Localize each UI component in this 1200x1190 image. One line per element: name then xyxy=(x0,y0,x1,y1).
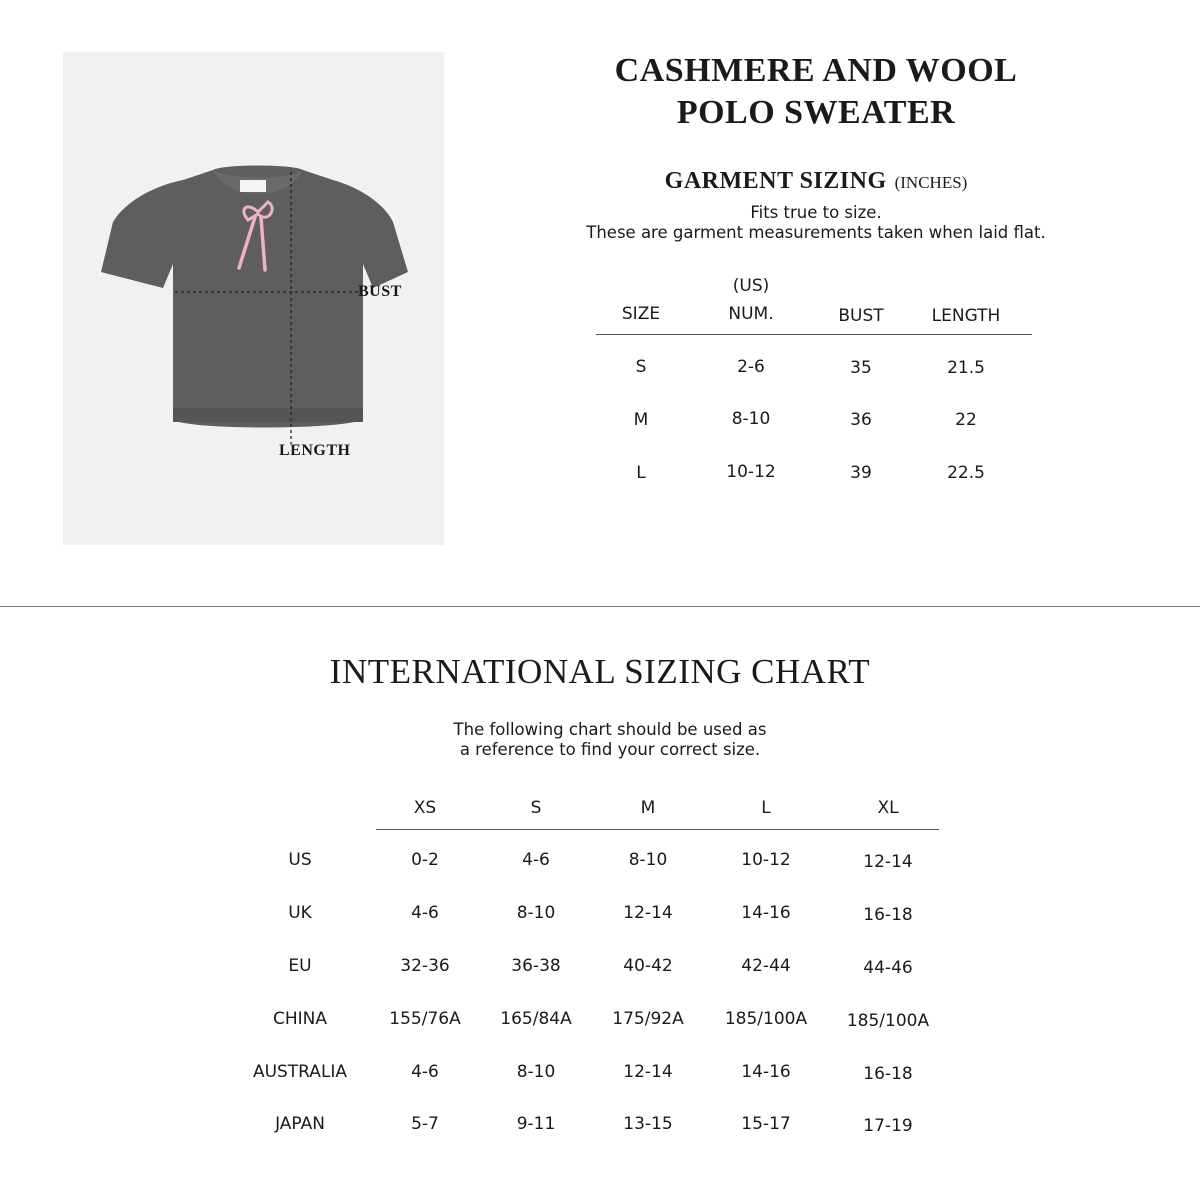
table-cell: 2-6 xyxy=(737,357,765,377)
table-cell: 15-17 xyxy=(741,1114,791,1134)
garment-sizing-heading xyxy=(560,168,1072,195)
table-cell: 185/100A xyxy=(846,1011,930,1031)
table-cell: 4-6 xyxy=(522,850,550,870)
table-cell: 17-19 xyxy=(863,1116,913,1136)
table-cell: 21.5 xyxy=(947,358,985,378)
table-cell: 44-46 xyxy=(863,958,913,978)
col-header-us xyxy=(706,272,796,328)
table-cell: 12-14 xyxy=(863,852,913,872)
row-label: AUSTRALIA xyxy=(252,1062,348,1082)
table-cell: 35 xyxy=(850,358,872,378)
table-cell: 5-7 xyxy=(411,1114,439,1134)
table-cell: 39 xyxy=(850,463,872,483)
table-cell: 42-44 xyxy=(741,956,791,976)
table-cell: 4-6 xyxy=(411,1062,439,1082)
international-note-line2: a reference to find your correct size. xyxy=(459,740,761,759)
international-header-divider xyxy=(376,829,939,830)
brand-label xyxy=(240,180,266,192)
table-cell: 12-14 xyxy=(623,903,673,923)
product-title-line2: POLO SWEATER xyxy=(676,94,956,131)
international-note xyxy=(350,720,870,760)
table-cell: 9-11 xyxy=(516,1114,556,1134)
table-cell: 22.5 xyxy=(947,463,985,483)
table-cell: 8-10 xyxy=(628,850,668,870)
col-header-xl: XL xyxy=(877,798,899,818)
col-header-m: M xyxy=(640,798,656,818)
col-header-us-line2: NUM. xyxy=(728,304,774,324)
product-title xyxy=(560,50,1072,134)
product-title-line1: CASHMERE AND WOOL xyxy=(614,52,1018,89)
international-note-line1: The following chart should be used as xyxy=(453,720,767,739)
table-cell: S xyxy=(635,357,647,377)
row-label: CHINA xyxy=(272,1009,327,1029)
table-cell: 10-12 xyxy=(741,850,791,870)
sweater-hem xyxy=(173,408,363,422)
row-label: US xyxy=(288,850,312,870)
table-cell: 13-15 xyxy=(623,1114,673,1134)
table-cell: 16-18 xyxy=(863,1064,913,1084)
international-title: INTERNATIONAL SIZING CHART xyxy=(329,652,871,691)
fit-note-line2: These are garment measurements taken when laid flat. xyxy=(586,223,1046,242)
garment-sizing-title: GARMENT SIZING xyxy=(664,168,887,194)
row-label: EU xyxy=(288,956,312,976)
table-cell: 40-42 xyxy=(623,956,673,976)
row-label: JAPAN xyxy=(275,1114,325,1134)
table-cell: 8-10 xyxy=(516,1062,556,1082)
table-cell: 155/76A xyxy=(389,1009,461,1029)
table-cell: 165/84A xyxy=(500,1009,572,1029)
table-cell: 185/100A xyxy=(724,1009,808,1029)
table-cell: L xyxy=(636,463,646,483)
table-cell: 36 xyxy=(850,410,872,430)
table-cell: 8-10 xyxy=(516,903,556,923)
garment-sizing-unit: (INCHES) xyxy=(894,173,968,192)
table-cell: 22 xyxy=(955,410,977,430)
col-header-s: S xyxy=(530,798,542,818)
table-cell: 175/92A xyxy=(612,1009,684,1029)
table-cell: 8-10 xyxy=(731,409,771,429)
col-header-size: SIZE xyxy=(621,304,661,324)
table-cell: 16-18 xyxy=(863,905,913,925)
table-cell: 36-38 xyxy=(511,956,561,976)
table-cell: 4-6 xyxy=(411,903,439,923)
length-label: LENGTH xyxy=(279,442,351,459)
col-header-l: L xyxy=(761,798,771,818)
col-header-bust: BUST xyxy=(838,306,884,326)
table-cell: 0-2 xyxy=(411,850,439,870)
row-label: UK xyxy=(288,903,312,923)
table-cell: 32-36 xyxy=(400,956,450,976)
table-cell: 14-16 xyxy=(741,1062,791,1082)
col-header-xs: XS xyxy=(413,798,437,818)
section-divider xyxy=(0,606,1200,607)
table-cell: 12-14 xyxy=(623,1062,673,1082)
table-cell: 10-12 xyxy=(726,462,776,482)
bust-label: BUST xyxy=(358,283,402,300)
fit-note xyxy=(540,203,1092,243)
col-header-length: LENGTH xyxy=(931,306,1001,326)
header-divider xyxy=(596,334,1032,335)
col-header-us-line1: (US) xyxy=(732,276,770,296)
table-cell: 14-16 xyxy=(741,903,791,923)
fit-note-line1: Fits true to size. xyxy=(750,203,882,222)
table-cell: M xyxy=(633,410,649,430)
